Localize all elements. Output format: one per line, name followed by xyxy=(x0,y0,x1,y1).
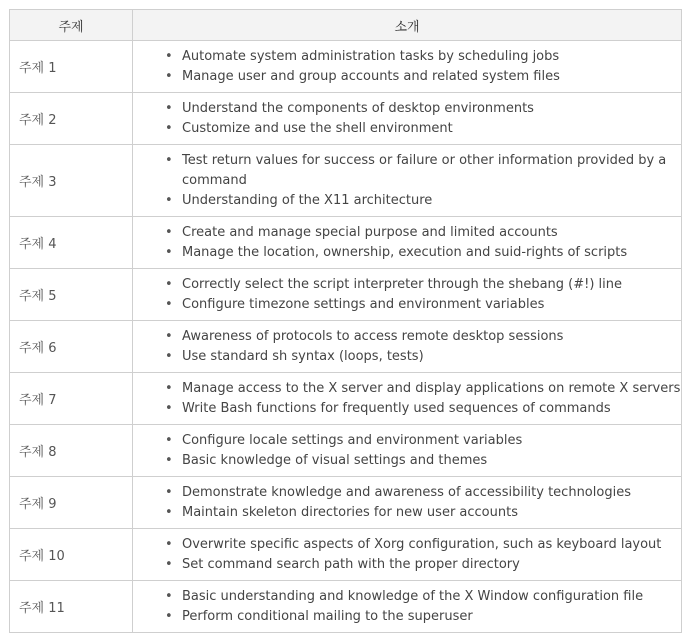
list-item: • Correctly select the script interpreter through the shebang (#!) line xyxy=(182,275,681,295)
description-list xyxy=(157,379,681,419)
description-list xyxy=(157,151,681,211)
topic-cell: 주제 6 xyxy=(10,321,133,373)
topic-cell: 주제 2 xyxy=(10,93,133,145)
topic-cell: 주제 10 xyxy=(10,529,133,581)
list-item: • Demonstrate knowledge and awareness of accessibility technologies xyxy=(182,483,681,503)
list-item: • Manage access to the X server and display applications on remote X servers xyxy=(182,379,681,399)
list-item: • Understanding of the X11 architecture xyxy=(182,191,681,211)
list-item: • Test return values for success or failure or other information provided by a command xyxy=(182,151,681,191)
list-item: • Overwrite specific aspects of Xorg configuration, such as keyboard layout xyxy=(182,535,681,555)
topics-table xyxy=(9,9,682,633)
description-cell xyxy=(133,41,682,93)
list-item: • Basic understanding and knowledge of the X Window configuration file xyxy=(182,587,681,607)
list-item: • Customize and use the shell environment xyxy=(182,119,681,139)
description-cell xyxy=(133,425,682,477)
table-row xyxy=(10,145,682,217)
description-cell xyxy=(133,373,682,425)
topic-cell: 주제 8 xyxy=(10,425,133,477)
table-row xyxy=(10,477,682,529)
table-header-row xyxy=(10,10,682,41)
topic-cell: 주제 11 xyxy=(10,581,133,633)
topic-column-header: 주제 xyxy=(10,10,133,41)
list-item: • Understand the components of desktop environments xyxy=(182,99,681,119)
list-item: • Set command search path with the proper directory xyxy=(182,555,681,575)
description-cell xyxy=(133,217,682,269)
description-cell xyxy=(133,321,682,373)
table-row xyxy=(10,529,682,581)
table-row xyxy=(10,41,682,93)
table-row xyxy=(10,217,682,269)
description-list xyxy=(157,99,681,139)
list-item: • Manage the location, ownership, execution and suid-rights of scripts xyxy=(182,243,681,263)
description-list xyxy=(157,587,681,627)
list-item: • Perform conditional mailing to the superuser xyxy=(182,607,681,627)
description-cell xyxy=(133,269,682,321)
description-cell xyxy=(133,477,682,529)
description-cell xyxy=(133,529,682,581)
description-list xyxy=(157,535,681,575)
list-item: • Configure locale settings and environment variables xyxy=(182,431,681,451)
description-list xyxy=(157,47,681,87)
description-cell xyxy=(133,93,682,145)
table-row xyxy=(10,373,682,425)
table-row xyxy=(10,425,682,477)
topic-cell: 주제 4 xyxy=(10,217,133,269)
description-list xyxy=(157,275,681,315)
list-item: • Awareness of protocols to access remote desktop sessions xyxy=(182,327,681,347)
list-item: • Automate system administration tasks by scheduling jobs xyxy=(182,47,681,67)
description-cell xyxy=(133,581,682,633)
list-item: • Maintain skeleton directories for new user accounts xyxy=(182,503,681,523)
list-item: • Write Bash functions for frequently used sequences of commands xyxy=(182,399,681,419)
topic-cell: 주제 1 xyxy=(10,41,133,93)
description-list xyxy=(157,223,681,263)
topic-cell: 주제 3 xyxy=(10,145,133,217)
table-row xyxy=(10,581,682,633)
description-list xyxy=(157,327,681,367)
list-item: • Basic knowledge of visual settings and themes xyxy=(182,451,681,471)
list-item: • Manage user and group accounts and related system files xyxy=(182,67,681,87)
list-item: • Use standard sh syntax (loops, tests) xyxy=(182,347,681,367)
topic-cell: 주제 7 xyxy=(10,373,133,425)
description-list xyxy=(157,483,681,523)
table-row xyxy=(10,321,682,373)
table-row xyxy=(10,93,682,145)
description-list xyxy=(157,431,681,471)
list-item: • Configure timezone settings and environment variables xyxy=(182,295,681,315)
intro-column-header: 소개 xyxy=(133,10,682,41)
description-cell xyxy=(133,145,682,217)
list-item: • Create and manage special purpose and limited accounts xyxy=(182,223,681,243)
topic-cell: 주제 5 xyxy=(10,269,133,321)
table-body xyxy=(10,41,682,633)
table-row xyxy=(10,269,682,321)
topic-cell: 주제 9 xyxy=(10,477,133,529)
